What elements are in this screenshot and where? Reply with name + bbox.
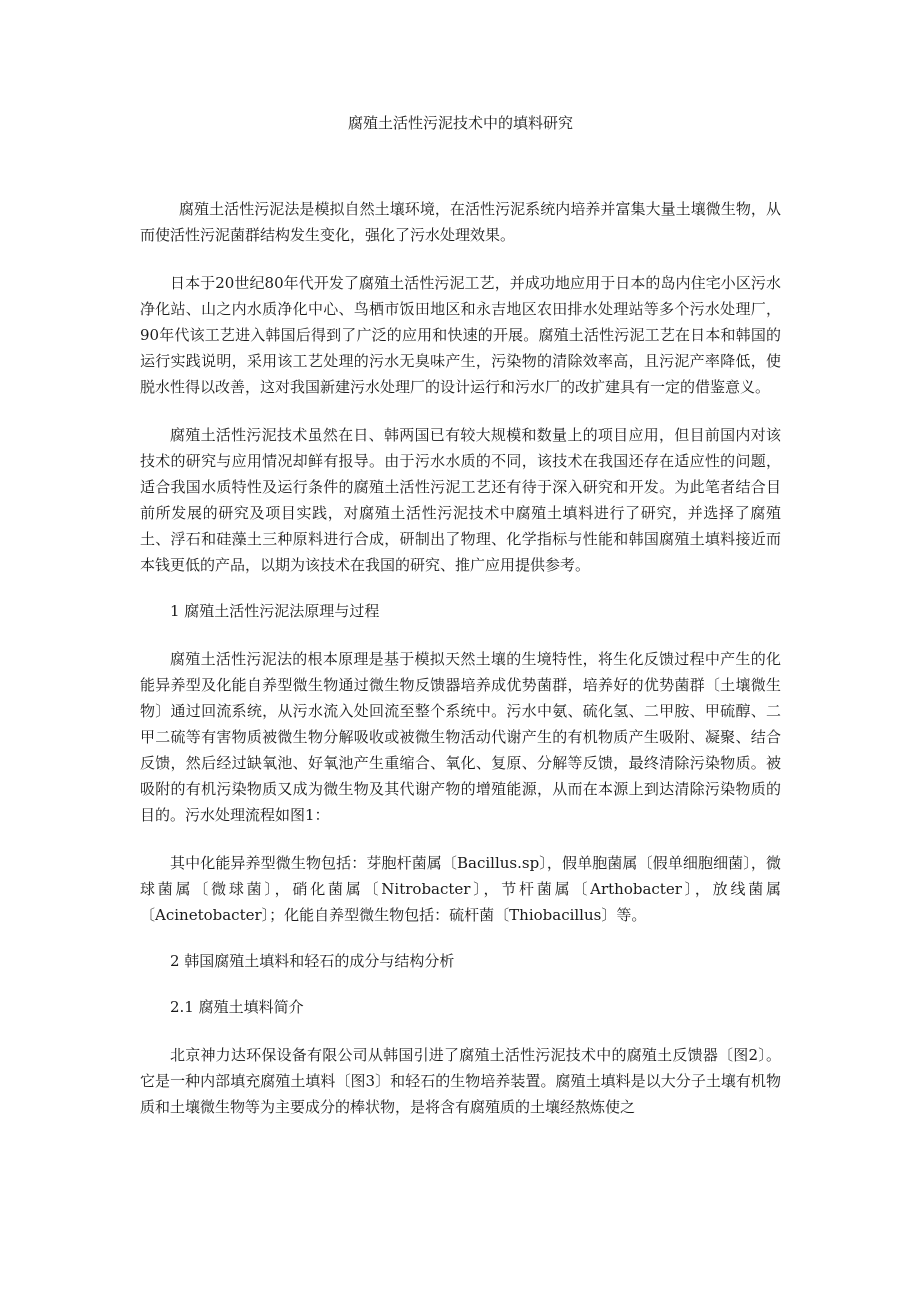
document-title: 腐殖土活性污泥技术中的填料研究 <box>347 114 573 132</box>
document-page <box>140 112 781 1142</box>
paragraph-intro: 腐殖土活性污泥法是模拟自然土壤环境，在活性污泥系统内培养并富集大量土壤微生物，从而使活性污泥菌群结构发生变化，强化了污水处理效果。 <box>140 200 781 244</box>
section-heading-2-1: 2.1 腐殖土填料简介 <box>170 998 304 1016</box>
paragraph-domestic-research: 腐殖土活性污泥技术虽然在日、韩两国已有较大规模和数量上的项目应用，但目前国内对该技术的研究与应用情况却鲜有报导。由于污水水质的不同，该技术在我国还存在适应性的问题，适合我国水质特性及运行条件的腐殖土活性污泥工艺还有待于深入研究和开发。为此笔者结合目前所发展的研究及项目实践，对腐殖土活性污泥技术中腐殖土填料进行了研究，并选择了腐殖土、浮石和硅藻土三种原料进行合成，研制出了物理、化学指标与性能和韩国腐殖土填料接近而本钱更低的产品，以期为该技术在我国的研究、推广应用提供参考。 <box>140 426 781 574</box>
paragraph-filler-intro: 北京神力达环保设备有限公司从韩国引进了腐殖土活性污泥技术中的腐殖土反馈器〔图2〕。它是一种内部填充腐殖土填料〔图3〕和轻石的生物培养装置。腐殖土填料是以大分子土壤有机物质和土壤微生物等为主要成分的棒状物，是将含有腐殖质的土壤经熬炼使之 <box>140 1046 781 1116</box>
paragraph-microorganisms: 其中化能异养型微生物包括：芽胞杆菌属〔Bacillus.sp〕，假单胞菌属〔假单细胞细菌〕，微球菌属〔微球菌〕，硝化菌属〔Nitrobacter〕，节杆菌属〔Arthobacter〕，放线菌属〔Acinetobacter〕；化能自养型微生物包括：硫杆菌〔Thiobacillus〕等。 <box>140 854 781 924</box>
paragraph-principle: 腐殖土活性污泥法的根本原理是基于模拟天然土壤的生境特性，将生化反馈过程中产生的化能异养型及化能自养型微生物通过微生物反馈器培养成优势菌群，培养好的优势菌群〔土壤微生物〕通过回流系统，从污水流入处回流至整个系统中。污水中氨、硫化氢、二甲胺、甲硫醇、二甲二硫等有害物质被微生物分解吸收或被微生物活动代谢产生的有机物质产生吸附、凝聚、结合反馈，然后经过缺氧池、好氧池产生重缩合、氧化、复原、分解等反馈，最终清除污染物质。被吸附的有机污染物质又成为微生物及其代谢产物的增殖能源，从而在本源上到达清除污染物质的目的。污水处理流程如图1： <box>140 650 781 824</box>
paragraph-japan-history: 日本于20世纪80年代开发了腐殖土活性污泥工艺，并成功地应用于日本的岛内住宅小区污水净化站、山之内水质净化中心、鸟栖市饭田地区和永吉地区农田排水处理站等多个污水处理厂，90年代该工艺进入韩国后得到了广泛的应用和快速的开展。腐殖土活性污泥工艺在日本和韩国的运行实践说明，采用该工艺处理的污水无臭味产生，污染物的清除效率高，且污泥产率降低，使脱水性得以改善，这对我国新建污水处理厂的设计运行和污水厂的改扩建具有一定的借鉴意义。 <box>140 274 781 396</box>
section-heading-1: 1 腐殖土活性污泥法原理与过程 <box>170 602 380 620</box>
section-heading-2: 2 韩国腐殖土填料和轻石的成分与结构分析 <box>170 952 455 970</box>
